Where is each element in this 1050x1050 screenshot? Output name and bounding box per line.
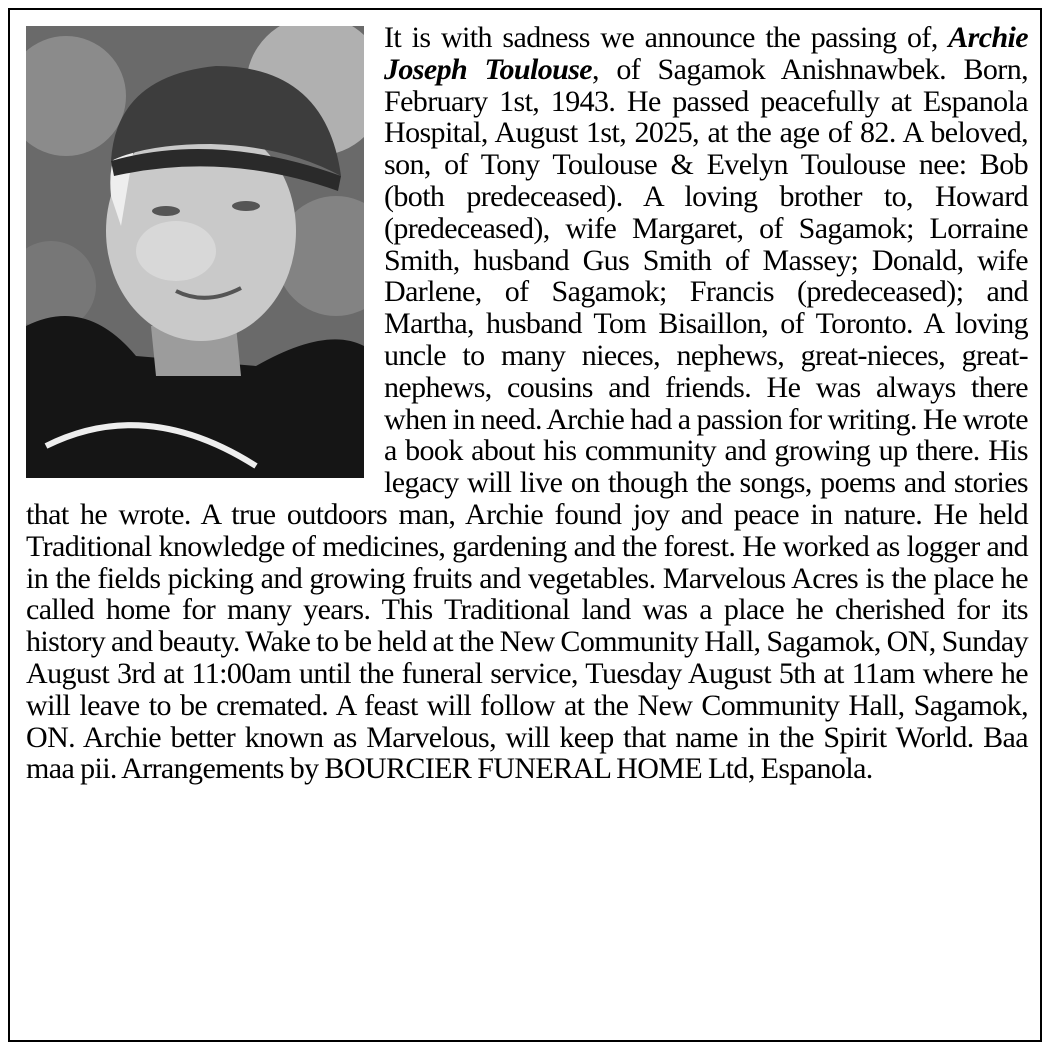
portrait-photo-icon [26,26,364,478]
intro-text: It is with sadness we announce the passing of, [384,21,949,54]
obituary-text [26,22,1028,785]
obituary-body: , of Sagamok Anishnawbek. Born, February 1st, 1943. He passed peacefully at Espanola Hospital, August 1st, 2025, at the age of 82. A beloved, son, of Tony Toulouse & Evelyn Toulouse nee: Bob (both predeceased). A loving brother to, Howard (predeceased), wife Margaret, of Sagamok; Lorraine Smith, husband Gus Smith of Massey; Donald, wife Darlene, of Sagamok; Francis (predeceased); and Martha, husband Tom Bisaillon, of Toronto. A loving uncle to many nieces, nephews, great-nieces, great-nephews, cousins and friends. He was always there when in need. Archie had a passion for writing. He wrote a book about his community and growing up there. His legacy will live on though the songs, poems and stories that he wrote. A true outdoors man, Archie found joy and peace in nature. He held Traditional knowledge of medicines, gardening and the forest. He worked as logger and in the fields picking and growing fruits and vegetables. Marvelous Acres is the place he called home for many years. This Traditional land was a place he cherished for its history and beauty. Wake to be held at the New Community Hall, Sagamok, ON, Sunday August 3rd at 11:00am until the funeral service, Tuesday August 5th at 11am where he will leave to be cremated. A feast will follow at the New Community Hall, Sagamok, ON. Archie better known as Marvelous, will keep that name in the Spirit World. Baa maa pii. Arrangements by BOURCIER FUNERAL HOME Ltd, Espanola. [26,52,1028,786]
obituary-frame [8,8,1042,1042]
deceased-name: Archie Joseph Toulouse [384,21,1028,86]
portrait-photo [26,26,364,478]
